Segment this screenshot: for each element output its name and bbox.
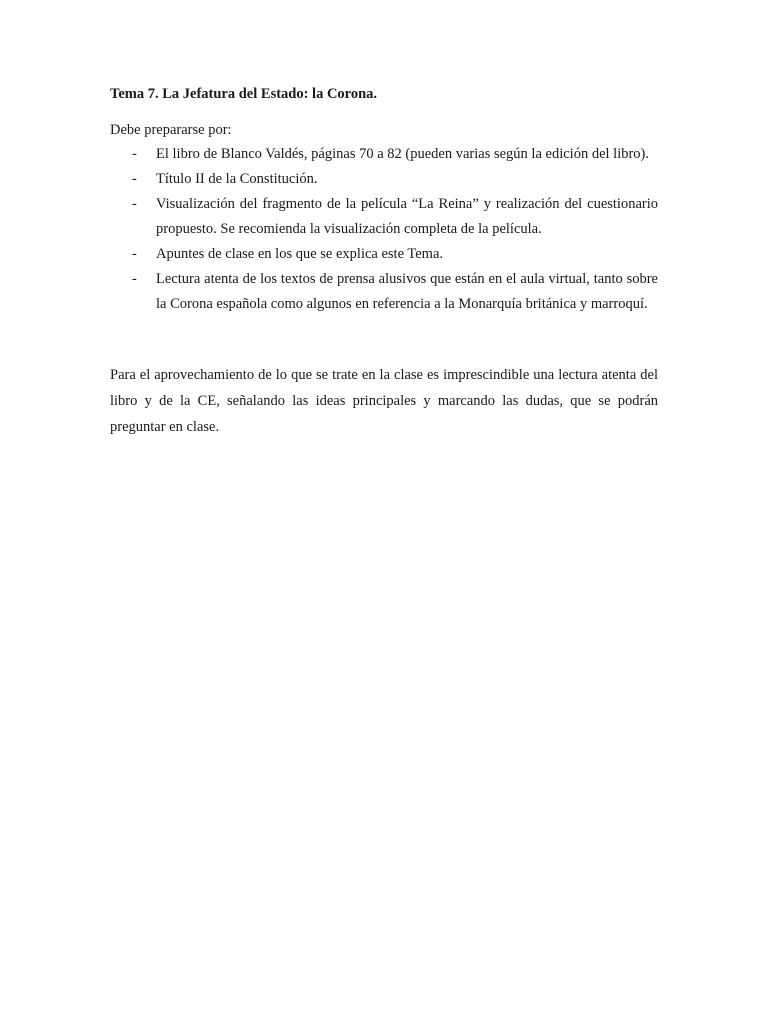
list-item bbox=[110, 167, 658, 192]
list-item-text: Apuntes de clase en los que se explica este Tema. bbox=[156, 246, 444, 262]
list-item bbox=[110, 242, 658, 267]
list-dash: - bbox=[132, 271, 137, 287]
document-title: Tema 7. La Jefatura del Estado: la Corona. bbox=[110, 86, 378, 102]
list-item-text: Visualización del fragmento de la película “La Reina” y realización del cuestionario propuesto. Se recomienda la visualización completa de la película. bbox=[156, 196, 658, 237]
list-dash: - bbox=[132, 146, 137, 162]
list-item-text: Título II de la Constitución. bbox=[156, 171, 318, 187]
list-item bbox=[110, 142, 658, 167]
list-dash: - bbox=[132, 246, 137, 262]
intro-text: Debe prepararse por: bbox=[110, 122, 232, 138]
list-item-text: El libro de Blanco Valdés, páginas 70 a 82 (pueden varias según la edición del libro). bbox=[156, 146, 649, 162]
list-dash: - bbox=[132, 171, 137, 187]
list-dash: - bbox=[132, 196, 137, 212]
list-item-text: Lectura atenta de los textos de prensa alusivos que están en el aula virtual, tanto sobre la Corona española como algunos en referencia a la Monarquía británica y marroquí. bbox=[156, 271, 658, 312]
closing-paragraph: Para el aprovechamiento de lo que se trate en la clase es imprescindible una lectura atenta del libro y de la CE, señalando las ideas principales y marcando las dudas, que se podrán preguntar en clase. bbox=[110, 367, 658, 435]
list-item bbox=[110, 267, 658, 317]
list-item bbox=[110, 192, 658, 242]
document-body bbox=[110, 84, 658, 440]
study-materials-list bbox=[110, 142, 658, 317]
